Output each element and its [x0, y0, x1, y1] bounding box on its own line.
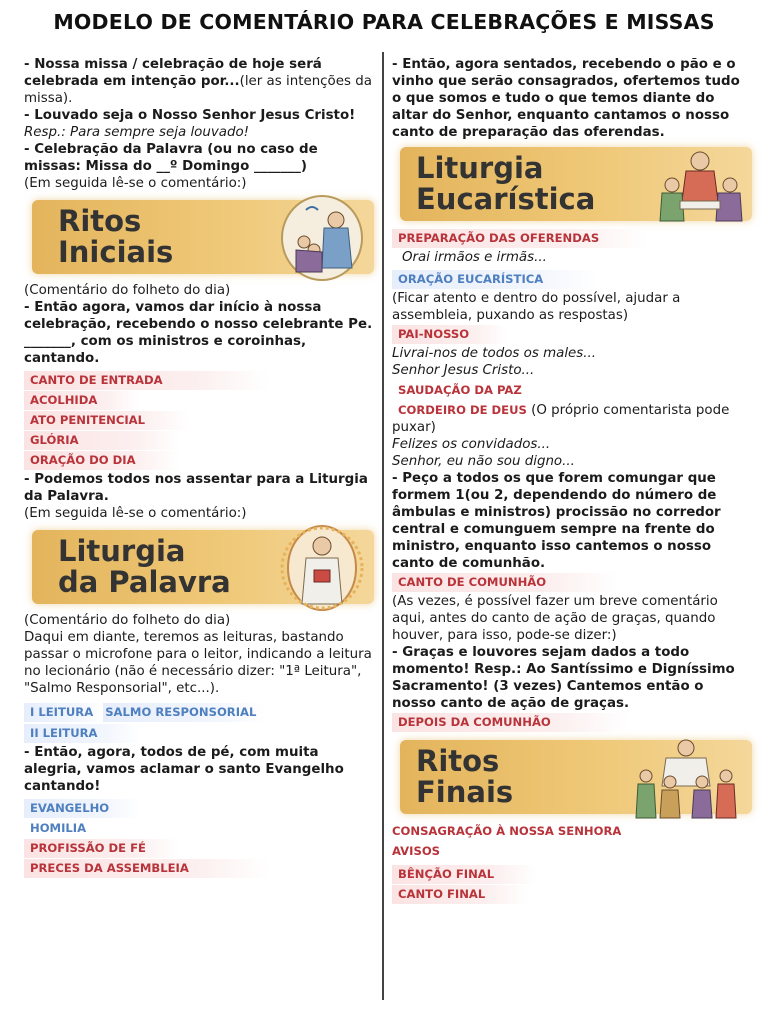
intention-bold: - Nossa missa / celebração de hoje será celebrada em intenção por... — [24, 57, 322, 89]
label-ato-penitencial: ATO PENITENCIAL — [24, 411, 190, 430]
banner-title-line: Eucarística — [416, 182, 596, 216]
label-canto-comunhao: CANTO DE COMUNHÃO — [392, 573, 618, 592]
oracao-note: (Ficar atento e dentro do possível, ajudar a assembleia, puxando as respostas) — [392, 291, 681, 323]
initial-rites-labels — [24, 371, 374, 470]
banner-title — [416, 746, 513, 808]
label-canto-entrada: CANTO DE ENTRADA — [24, 371, 270, 390]
label-consagracao: CONSAGRAÇÃO À NOSSA SENHORA — [392, 824, 622, 838]
banner-ritos-finais — [400, 740, 752, 814]
reader-illustration-icon — [276, 524, 368, 612]
gospel-labels — [24, 799, 374, 878]
banner-title-line: Ritos — [416, 744, 500, 778]
comunhao-note: (As vezes, é possível fazer um breve comentário aqui, antes do canto de ação de graças, quando houver, para isso, pode-se dizer:) — [392, 594, 718, 643]
begin-celebration-text: - Então agora, vamos dar início à nossa celebração, recebendo o nosso celebrante Pe. _______, com os ministros e coroinhas, cantando. — [24, 300, 373, 366]
read-comment-note: (Em seguida lê-se o comentário:) — [24, 176, 247, 191]
greeting-response: Resp.: Para sempre seja louvado! — [24, 125, 250, 140]
comment-note: (Comentário do folheto do dia) — [24, 613, 231, 628]
banner-title — [58, 206, 173, 268]
banner-title — [416, 153, 595, 215]
banner-ritos-iniciais — [32, 200, 374, 274]
banner-title-line: Ritos — [58, 204, 142, 238]
pai-line-2: Senhor Jesus Cristo... — [392, 363, 535, 378]
banner-liturgia-eucaristica — [400, 147, 752, 221]
label-avisos: AVISOS — [392, 844, 441, 858]
pai-line-1: Livrai-nos de todos os males... — [392, 346, 597, 361]
banner-title-line: da Palavra — [58, 565, 231, 599]
banner-title-line: Finais — [416, 775, 514, 809]
banner-title-line: Liturgia — [416, 151, 544, 185]
banner-title-line: Liturgia — [58, 534, 186, 568]
label-profissao-fe: PROFISSÃO DE FÉ — [24, 839, 180, 858]
label-pai-nosso: PAI-NOSSO — [392, 325, 508, 344]
comment-note: (Comentário do folheto do dia) — [24, 283, 231, 298]
read-comment-note: (Em seguida lê-se o comentário:) — [24, 506, 247, 521]
column-divider — [382, 52, 384, 1000]
label-saudacao-paz: SAUDAÇÃO DA PAZ — [398, 383, 522, 397]
gospel-acclamation-text: - Então, agora, todos de pé, com muita alegria, vamos aclamar o santo Evangelho cantando! — [24, 745, 344, 794]
banner-liturgia-palavra — [32, 530, 374, 604]
thanksgiving-text: - Graças e louvores sejam dados a todo momento! Resp.: Ao Santíssimo e Digníssimo Sacramento! (3 vezes) Cantemos então o nosso canto de ação de graças. — [392, 645, 735, 711]
label-acolhida: ACOLHIDA — [24, 391, 140, 410]
label-canto-final: CANTO FINAL — [392, 885, 528, 904]
label-bencao-final: BÊNÇÃO FINAL — [392, 865, 538, 884]
label-salmo: SALMO RESPONSORIAL — [103, 703, 266, 722]
right-column — [392, 56, 752, 905]
label-depois-comunhao: DEPOIS DA COMUNHÃO — [392, 713, 628, 732]
label-cordeiro: CORDEIRO DE DEUS — [398, 403, 527, 417]
readings-labels — [24, 701, 374, 743]
label-oracao-eucaristica: ORAÇÃO EUCARÍSTICA — [392, 270, 598, 289]
label-i-leitura: I LEITURA — [24, 703, 103, 722]
baptism-illustration-icon — [276, 194, 368, 282]
cordeiro-line-2: Senhor, eu não sou digno... — [392, 454, 575, 469]
communion-instruction: - Peço a todos os que forem comungar que formem 1(ou 2, dependendo do número de âmbulas e ministros) procissão no corredor central e comunguem sempre na frente do ministro, enquanto isso cantemos o nosso canto de comunhão. — [392, 471, 721, 571]
left-column — [24, 56, 374, 879]
banner-title-line: Iniciais — [58, 235, 174, 269]
intention-text — [24, 56, 374, 107]
label-preparacao-oferendas: PREPARAÇÃO DAS OFERENDAS — [392, 229, 648, 248]
label-oracao-dia: ORAÇÃO DO DIA — [24, 451, 180, 470]
last-supper-illustration-icon — [654, 141, 746, 229]
sending-illustration-icon — [626, 734, 746, 822]
intention-note: (ler as intenções da missa). — [24, 74, 372, 106]
offertory-text: - Então, agora sentados, recebendo o pão e o vinho que serão consagrados, ofertemos tudo o que somos e tudo o que temos diante do altar do Senhor, enquanto cantamos o nosso canto de preparação das oferendas. — [392, 57, 740, 140]
label-evangelho: EVANGELHO — [24, 799, 140, 818]
celebration-text: - Celebração da Palavra (ou no caso de missas: Missa do __º Domingo _______) — [24, 142, 318, 174]
cordeiro-note: (O próprio comentarista pode puxar) — [392, 403, 730, 435]
label-gloria: GLÓRIA — [24, 431, 180, 450]
orai-text: Orai irmãos e irmãs... — [402, 250, 547, 265]
label-preces: PRECES DA ASSEMBLEIA — [24, 859, 270, 878]
greeting-bold: - Louvado seja o Nosso Senhor Jesus Cristo! — [24, 108, 356, 123]
label-ii-leitura: II LEITURA — [24, 724, 140, 743]
page-title: MODELO DE COMENTÁRIO PARA CELEBRAÇÕES E MISSAS — [53, 10, 715, 34]
banner-title — [58, 536, 231, 598]
label-homilia: HOMILIA — [30, 821, 87, 835]
cordeiro-line-1: Felizes os convidados... — [392, 437, 551, 452]
greeting-text — [24, 107, 374, 141]
cordeiro-block — [392, 402, 752, 436]
readings-instruction: Daqui em diante, teremos as leituras, bastando passar o microfone para o leitor, indicando a leitura no lecionário (não é necessário dizer: "1ª Leitura", "Salmo Responsorial", etc...). — [24, 630, 372, 696]
sit-down-text: - Podemos todos nos assentar para a Liturgia da Palavra. — [24, 472, 368, 504]
